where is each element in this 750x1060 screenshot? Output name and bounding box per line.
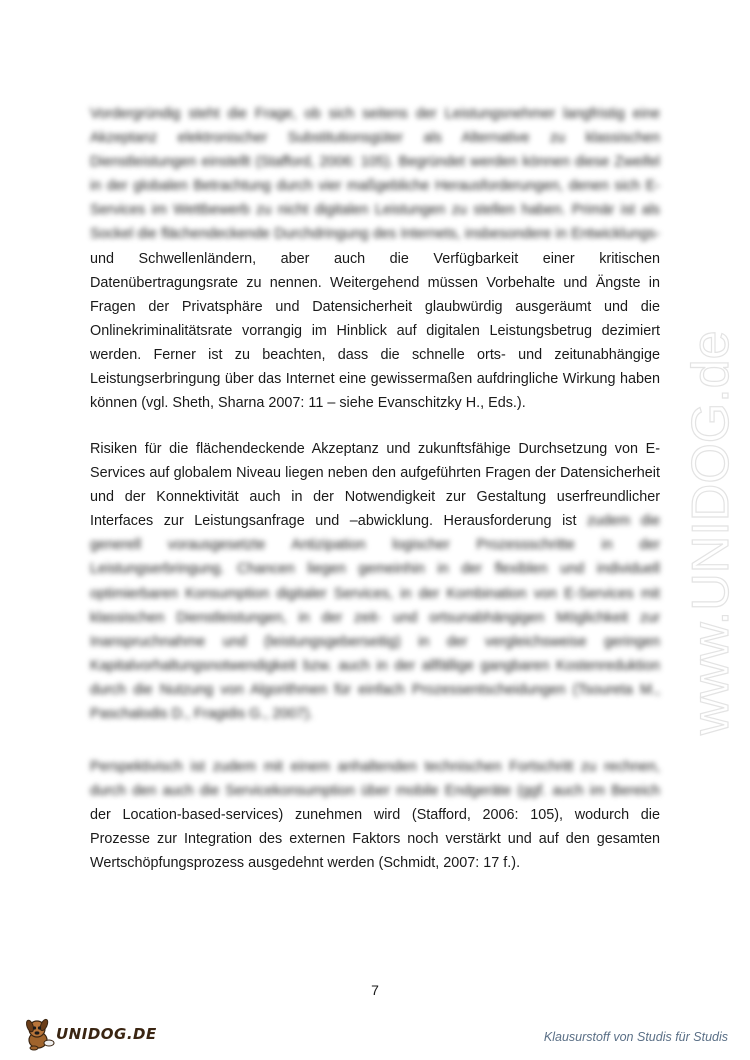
visible-text: Risiken für die flächendeckende Akzeptanz und zukunftsfähige Durchsetzung von E-Services auf globalem Niveau liegen neben den aufgeführten Fragen der Datensicherheit und der Konnektivität auch in der Notwendigkeit zur Gestaltung userfreundlicher Interfaces zur Leistungsanfrage und –abwicklung. Herausforderung ist [90,441,660,530]
dog-mascot-icon [22,1016,58,1052]
watermark [670,280,750,740]
paragraph-2 [90,437,660,726]
footer-tagline: Klausurstoff von Studis für Studis [543,1030,728,1044]
paragraph-3 [90,755,660,875]
watermark-text: www.UNIDOG.de [682,330,740,735]
logo-text: UNIDOG.DE [56,1025,157,1043]
blurred-text-preview: zudem die generell vorausgesetzte Antizipation logischer Prozessschritte in der Leistungserbringung. Chancen liegen gemeinhin in der flexiblen und individuell optimierbaren Konsumption digitaler Services, in der Kombination von E-Services mit klassischen Dienstleistungen, in der zeit- und ortsunabhängigen Möglichkeit zur Inanspruchnahme und (leistungsgeberseitig) in der vergleichsweise geringen Kapitalvorhaltungsnotwendigkeit bzw. auch in der allfällige gangbaren Kostenreduktion durch die Nutzung von Algorithmen für einfach Prozessentscheidungen (Tsoureta M., Paschalodis D., Fragidis G., 2007). [90,513,661,723]
unidog-logo[interactable] [22,1016,157,1052]
paragraph-1 [90,102,660,415]
page-number: 7 [371,982,379,998]
blurred-text-preview: Vordergründig steht die Frage, ob sich seitens der Leistungsnehmer langfristig eine Akzeptanz elektronischer Substitutionsgüter als Alternative zu klassischen Dienstleistungen einstellt (Stafford, 2006: 105). Begründet werden können diese Zweifel in der globalen Betrachtung durch vier maßgebliche Herausforderungen, denen sich E-Services im Wettbewerb zu nicht digitalen Leistungen zu stellen haben. Primär ist als Sockel die flächendeckende Durchdringung des Internets, insbesondere in Entwicklungs- [90,106,660,243]
blurred-text-preview: Perspektivisch ist zudem mit einem anhaltenden technischen Fortschritt zu rechnen, durch den auch die Servicekonsumption über mobile Endgeräte (ggf. auch im Bereich [90,759,660,800]
visible-text: und Schwellenländern, aber auch die Verfügbarkeit einer kritischen Datenübertragungsrate zu nennen. Weitergehend müssen Vorbehalte und Ängste in Fragen der Privatsphäre und Datensicherheit glaubwürdig ausgeräumt und die Onlinekriminalitätsrate vorrangig im Hinblick auf digitalen Leistungsbetrug dezimiert werden. Ferner ist zu beachten, dass die schnelle orts- und zeitunabhängige Leistungserbringung über das Internet eine gewissermaßen aufdringliche Wirkung haben können (vgl. Sheth, Sharna 2007: 11 – siehe Evanschitzky H., Eds.). [90,250,660,412]
visible-text: der Location-based-services) zunehmen wird (Stafford, 2006: 105), wodurch die Prozesse zur Integration des externen Faktors noch verstärkt und auf den gesamten Wertschöpfungsprozess ausgedehnt werden (Schmidt, 2007: 17 f.). [90,807,660,872]
